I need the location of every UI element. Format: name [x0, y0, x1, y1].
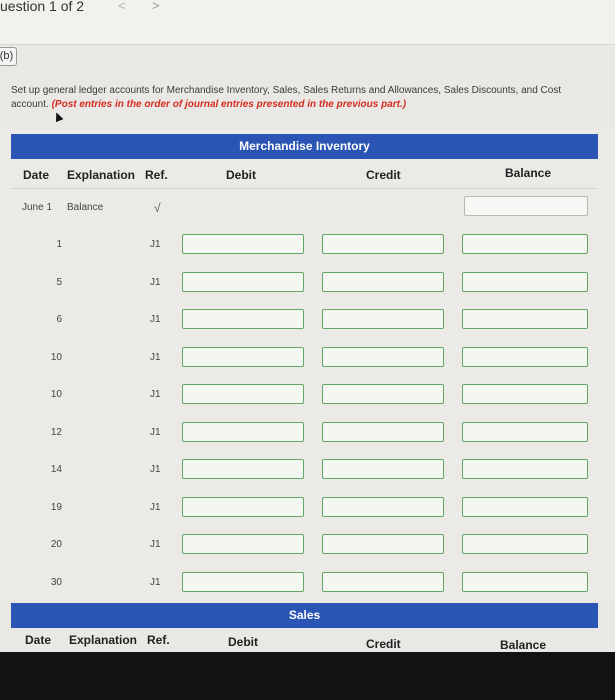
row-ref: J1 — [150, 577, 161, 588]
row-date: 19 — [50, 502, 62, 513]
row-date: 14 — [50, 464, 62, 475]
ledger-title-merchandise-inventory: Merchandise Inventory — [11, 134, 598, 159]
sales-col-explanation: Explanation — [69, 633, 138, 647]
row-date: 20 — [50, 539, 62, 550]
debit-input[interactable] — [182, 572, 304, 592]
credit-input[interactable] — [322, 234, 444, 254]
sales-col-date: Date — [25, 633, 52, 647]
balance-input[interactable] — [462, 422, 588, 442]
row-date: 1 — [56, 239, 62, 250]
col-date: Date — [23, 168, 50, 182]
balance-input[interactable] — [462, 309, 588, 329]
col-ref: Ref. — [145, 168, 168, 182]
balance-input[interactable] — [462, 534, 588, 554]
balance-input[interactable] — [462, 497, 588, 517]
ledger-title-sales: Sales — [11, 603, 598, 628]
checkmark-icon: √ — [154, 201, 161, 215]
bottom-bar — [0, 652, 615, 700]
row-ref: J1 — [150, 389, 161, 400]
opening-explanation: Balance — [67, 202, 104, 213]
chevron-left-icon[interactable]: < — [118, 0, 126, 13]
credit-input[interactable] — [322, 497, 444, 517]
col-explanation: Explanation — [67, 168, 136, 182]
top-bar — [0, 0, 615, 45]
sales-col-credit: Credit — [366, 637, 401, 651]
credit-input[interactable] — [322, 459, 444, 479]
sales-col-ref: Ref. — [147, 633, 170, 647]
debit-input[interactable] — [182, 497, 304, 517]
mouse-cursor-icon — [53, 111, 64, 122]
row-ref: J1 — [150, 502, 161, 513]
row-ref: J1 — [150, 314, 161, 325]
col-debit: Debit — [226, 168, 256, 182]
debit-input[interactable] — [182, 347, 304, 367]
row-date: 6 — [56, 314, 62, 325]
balance-input[interactable] — [462, 347, 588, 367]
debit-input[interactable] — [182, 272, 304, 292]
instructions-text: Set up general ledger accounts for Merchandise Inventory, Sales, Sales Returns and Allowances, Sales Discounts, and Cost — [11, 85, 562, 96]
row-ref: J1 — [150, 464, 161, 475]
balance-input[interactable] — [462, 459, 588, 479]
debit-input[interactable] — [182, 459, 304, 479]
sales-col-balance: Balance — [500, 638, 547, 652]
credit-input[interactable] — [322, 422, 444, 442]
balance-input[interactable] — [462, 572, 588, 592]
row-ref: J1 — [150, 539, 161, 550]
chevron-right-icon[interactable]: > — [152, 0, 160, 13]
question-counter: uestion 1 of 2 — [0, 0, 85, 14]
row-ref: J1 — [150, 352, 161, 363]
sales-col-debit: Debit — [228, 635, 258, 649]
header-divider — [11, 188, 598, 189]
credit-input[interactable] — [322, 309, 444, 329]
opening-date: June 1 — [22, 202, 53, 213]
credit-input[interactable] — [322, 272, 444, 292]
opening-balance-input[interactable] — [464, 196, 588, 216]
credit-input[interactable] — [322, 347, 444, 367]
row-date: 10 — [50, 389, 62, 400]
instructions-highlight: (Post entries in the order of journal entries presented in the previous part.) — [51, 99, 407, 110]
debit-input[interactable] — [182, 422, 304, 442]
col-balance: Balance — [505, 166, 552, 180]
part-label: (b) — [0, 47, 17, 66]
debit-input[interactable] — [182, 534, 304, 554]
row-ref: J1 — [150, 277, 161, 288]
row-ref: J1 — [150, 239, 161, 250]
balance-input[interactable] — [462, 384, 588, 404]
row-ref: J1 — [150, 427, 161, 438]
debit-input[interactable] — [182, 234, 304, 254]
instructions — [11, 84, 615, 112]
credit-input[interactable] — [322, 572, 444, 592]
instructions-text-2: account. — [11, 99, 49, 110]
debit-input[interactable] — [182, 309, 304, 329]
balance-input[interactable] — [462, 234, 588, 254]
balance-input[interactable] — [462, 272, 588, 292]
row-date: 5 — [56, 277, 62, 288]
row-date: 12 — [50, 427, 62, 438]
credit-input[interactable] — [322, 534, 444, 554]
credit-input[interactable] — [322, 384, 444, 404]
row-date: 10 — [50, 352, 62, 363]
col-credit: Credit — [366, 168, 401, 182]
row-date: 30 — [50, 577, 62, 588]
debit-input[interactable] — [182, 384, 304, 404]
